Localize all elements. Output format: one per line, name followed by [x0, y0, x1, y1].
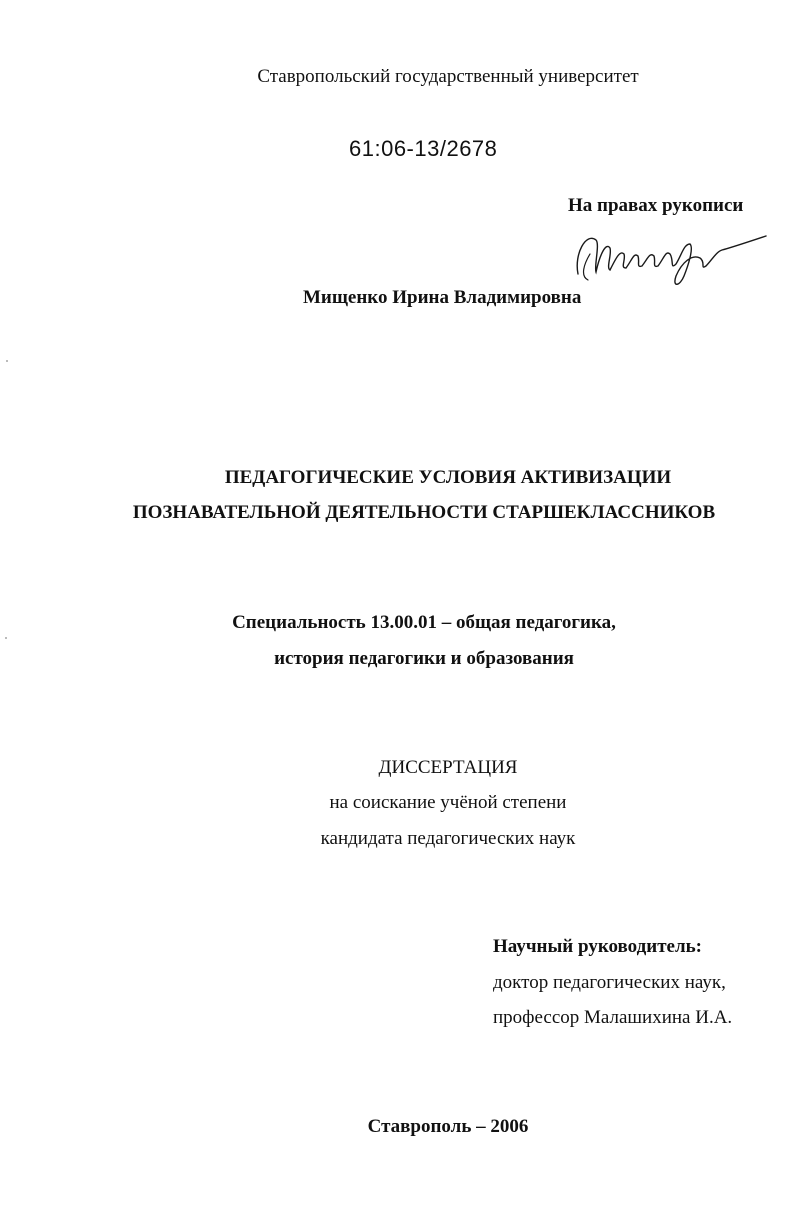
advisor-degree: доктор педагогических наук,: [493, 972, 726, 993]
specialty-line-1: Специальность 13.00.01 – общая педагогика,: [232, 612, 616, 633]
manuscript-note: На правах рукописи: [568, 195, 744, 216]
scan-speck: [5, 637, 7, 639]
university-name: Ставропольский государственный университет: [257, 66, 639, 87]
thesis-title-line-2: ПОЗНАВАТЕЛЬНОЙ ДЕЯТЕЛЬНОСТИ СТАРШЕКЛАССНИКОВ: [132, 502, 716, 523]
dissertation-degree-line-1: на соискание учёной степени: [329, 792, 567, 813]
advisor-name: профессор Малашихина И.А.: [493, 1007, 733, 1028]
catalog-code: 61:06-13/2678: [349, 136, 498, 161]
scan-speck: [6, 360, 8, 362]
thesis-title-line-1: ПЕДАГОГИЧЕСКИЕ УСЛОВИЯ АКТИВИЗАЦИИ: [224, 467, 672, 488]
specialty-line-2: история педагогики и образования: [274, 648, 574, 669]
author-signature: [566, 214, 776, 294]
author-name: Мищенко Ирина Владимировна: [303, 287, 582, 308]
dissertation-heading: ДИССЕРТАЦИЯ: [378, 757, 518, 778]
advisor-label: Научный руководитель:: [493, 936, 702, 957]
place-and-year: Ставрополь – 2006: [367, 1116, 529, 1137]
dissertation-degree-line-2: кандидата педагогических наук: [320, 828, 576, 849]
